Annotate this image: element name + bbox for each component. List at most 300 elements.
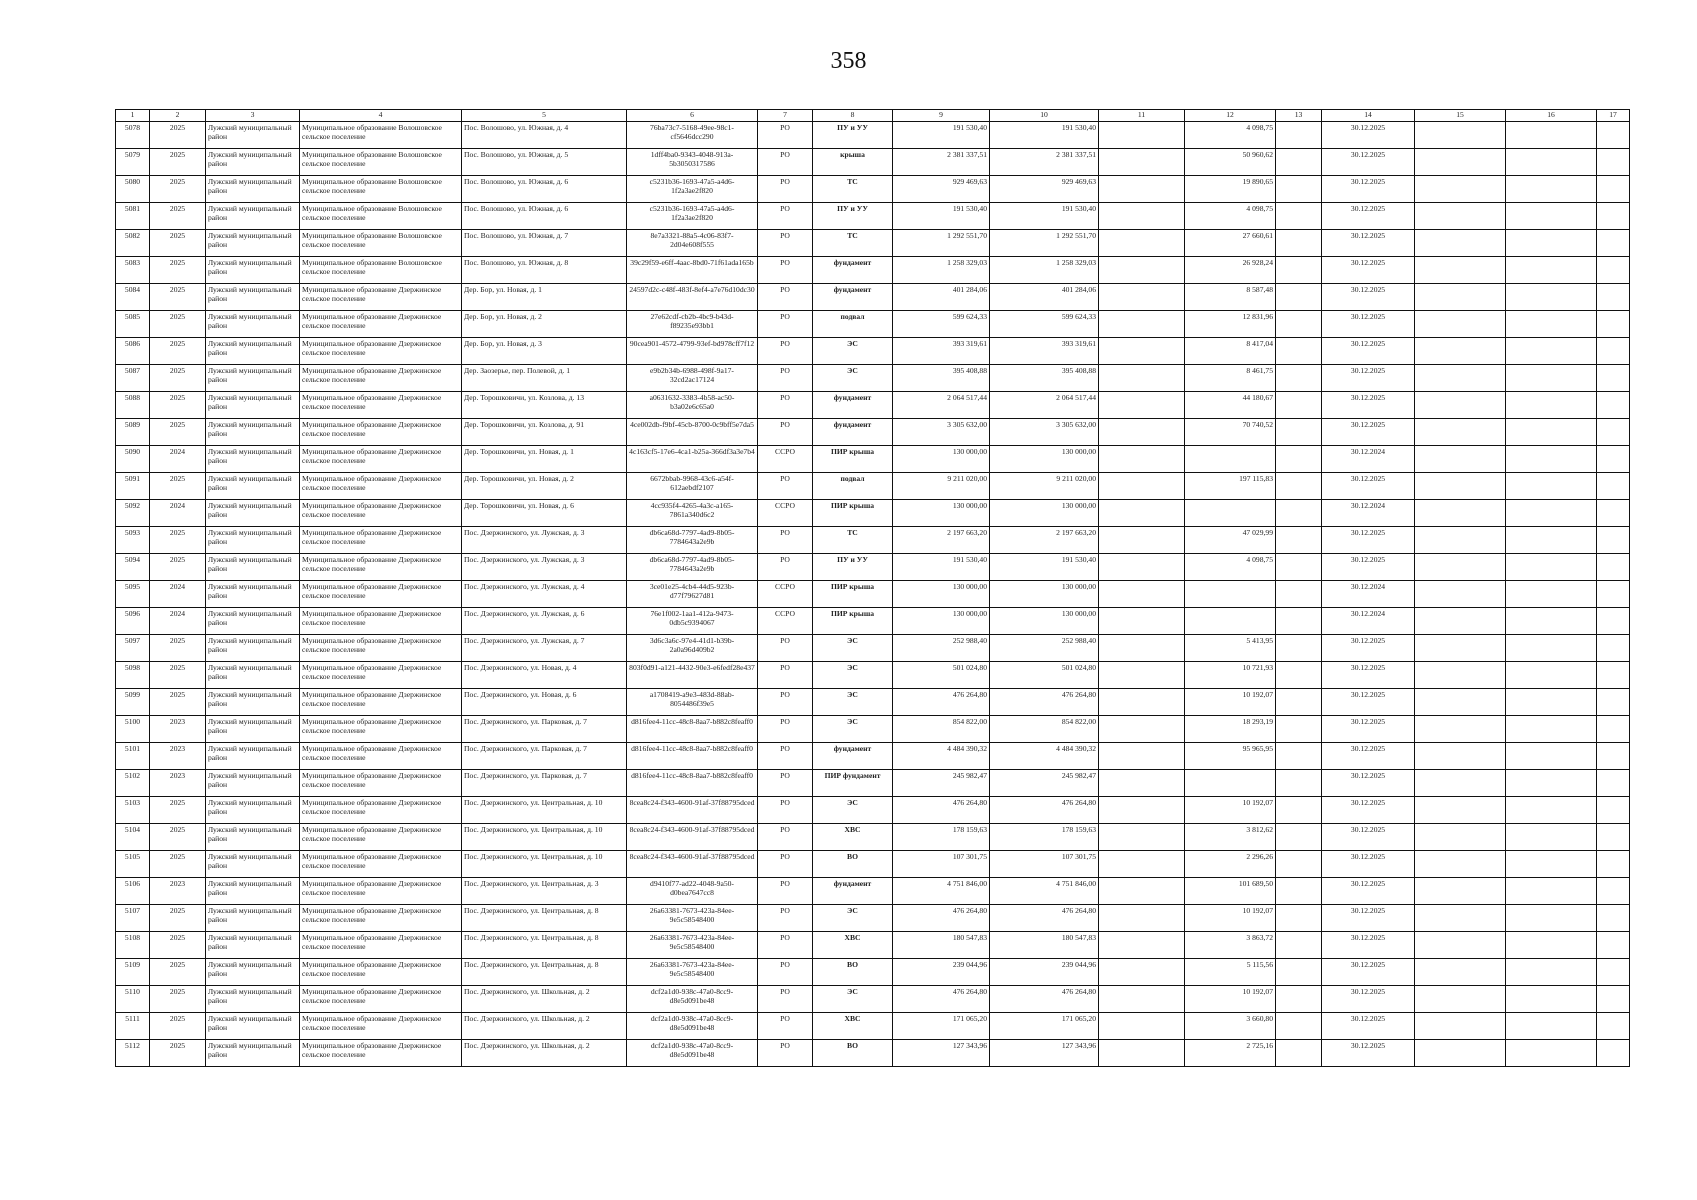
program-cell: РО xyxy=(758,230,813,257)
total-cost-cell: 501 024,80 xyxy=(893,662,990,689)
year-cell: 2025 xyxy=(150,554,206,581)
district-cell: Лужский муниципальный район xyxy=(206,851,300,878)
program-cell: РО xyxy=(758,635,813,662)
total-cost-cell: 599 624,33 xyxy=(893,311,990,338)
district-cell: Лужский муниципальный район xyxy=(206,446,300,473)
municipality-cell: Муниципальное образование Волошовское сельское поселение xyxy=(300,230,462,257)
municipality-cell: Муниципальное образование Дзержинское сельское поселение xyxy=(300,662,462,689)
house-guid-cell: db6ca68d-7797-4ad9-8b05-7784643a2e9b xyxy=(627,527,758,554)
column-12-cell: 5 413,95 xyxy=(1185,635,1276,662)
year-cell: 2024 xyxy=(150,500,206,527)
column-header: 17 xyxy=(1597,110,1630,122)
column-16-cell xyxy=(1506,554,1597,581)
column-13-cell xyxy=(1276,473,1322,500)
address-cell: Дер. Торошковичи, ул. Козлова, д. 91 xyxy=(462,419,627,446)
row-number-cell: 5083 xyxy=(116,257,150,284)
address-cell: Пос. Дзержинского, ул. Лужская, д. 3 xyxy=(462,554,627,581)
municipality-cell: Муниципальное образование Дзержинское сельское поселение xyxy=(300,581,462,608)
total-cost-cell: 171 065,20 xyxy=(893,1013,990,1040)
column-17-cell xyxy=(1597,689,1630,716)
program-cell: РО xyxy=(758,311,813,338)
column-13-cell xyxy=(1276,797,1322,824)
column-17-cell xyxy=(1597,311,1630,338)
column-11-cell xyxy=(1099,635,1185,662)
column-11-cell xyxy=(1099,257,1185,284)
column-15-cell xyxy=(1415,500,1506,527)
municipality-cell: Муниципальное образование Дзержинское сельское поселение xyxy=(300,338,462,365)
column-16-cell xyxy=(1506,986,1597,1013)
column-11-cell xyxy=(1099,122,1185,149)
column-13-cell xyxy=(1276,527,1322,554)
work-type-cell: ВО xyxy=(813,1040,893,1067)
table-row xyxy=(116,905,1630,932)
deadline-cell: 30.12.2024 xyxy=(1322,608,1415,635)
address-cell: Пос. Дзержинского, ул. Школьная, д. 2 xyxy=(462,986,627,1013)
deadline-cell: 30.12.2025 xyxy=(1322,797,1415,824)
table-row xyxy=(116,257,1630,284)
column-17-cell xyxy=(1597,986,1630,1013)
deadline-cell: 30.12.2025 xyxy=(1322,527,1415,554)
table-row xyxy=(116,419,1630,446)
deadline-cell: 30.12.2024 xyxy=(1322,500,1415,527)
column-13-cell xyxy=(1276,446,1322,473)
total-cost-cell: 130 000,00 xyxy=(893,446,990,473)
column-15-cell xyxy=(1415,770,1506,797)
deadline-cell: 30.12.2025 xyxy=(1322,419,1415,446)
column-17-cell xyxy=(1597,770,1630,797)
row-number-cell: 5112 xyxy=(116,1040,150,1067)
total-cost-cell: 2 064 517,44 xyxy=(893,392,990,419)
row-number-cell: 5090 xyxy=(116,446,150,473)
fund-cost-cell: 401 284,06 xyxy=(990,284,1099,311)
total-cost-cell: 1 258 329,03 xyxy=(893,257,990,284)
row-number-cell: 5110 xyxy=(116,986,150,1013)
column-17-cell xyxy=(1597,554,1630,581)
column-16-cell xyxy=(1506,662,1597,689)
district-cell: Лужский муниципальный район xyxy=(206,635,300,662)
fund-cost-cell: 191 530,40 xyxy=(990,122,1099,149)
program-cell: РО xyxy=(758,689,813,716)
column-15-cell xyxy=(1415,797,1506,824)
column-17-cell xyxy=(1597,662,1630,689)
work-type-cell: фундамент xyxy=(813,419,893,446)
row-number-cell: 5091 xyxy=(116,473,150,500)
table-row xyxy=(116,338,1630,365)
table-row xyxy=(116,203,1630,230)
column-12-cell: 12 831,96 xyxy=(1185,311,1276,338)
column-header: 12 xyxy=(1185,110,1276,122)
address-cell: Пос. Дзержинского, ул. Лужская, д. 7 xyxy=(462,635,627,662)
column-17-cell xyxy=(1597,284,1630,311)
column-11-cell xyxy=(1099,473,1185,500)
column-12-cell: 18 293,19 xyxy=(1185,716,1276,743)
address-cell: Дер. Торошковичи, ул. Новая, д. 2 xyxy=(462,473,627,500)
fund-cost-cell: 171 065,20 xyxy=(990,1013,1099,1040)
work-type-cell: ТС xyxy=(813,230,893,257)
district-cell: Лужский муниципальный район xyxy=(206,797,300,824)
total-cost-cell: 239 044,96 xyxy=(893,959,990,986)
deadline-cell: 30.12.2025 xyxy=(1322,473,1415,500)
column-16-cell xyxy=(1506,122,1597,149)
column-11-cell xyxy=(1099,851,1185,878)
fund-cost-cell: 2 064 517,44 xyxy=(990,392,1099,419)
program-cell: РО xyxy=(758,716,813,743)
municipality-cell: Муниципальное образование Дзержинское сельское поселение xyxy=(300,365,462,392)
column-11-cell xyxy=(1099,797,1185,824)
column-13-cell xyxy=(1276,419,1322,446)
table-row xyxy=(116,689,1630,716)
column-11-cell xyxy=(1099,527,1185,554)
column-13-cell xyxy=(1276,203,1322,230)
work-type-cell: ЭС xyxy=(813,338,893,365)
program-cell: ССРО xyxy=(758,581,813,608)
column-16-cell xyxy=(1506,365,1597,392)
municipality-cell: Муниципальное образование Волошовское сельское поселение xyxy=(300,257,462,284)
column-11-cell xyxy=(1099,689,1185,716)
house-guid-cell: dcf2a1d0-938c-47a0-8cc9-d8e5d091be48 xyxy=(627,1013,758,1040)
work-type-cell: ПУ и УУ xyxy=(813,122,893,149)
work-type-cell: ЭС xyxy=(813,689,893,716)
fund-cost-cell: 393 319,61 xyxy=(990,338,1099,365)
table-row xyxy=(116,527,1630,554)
column-13-cell xyxy=(1276,1013,1322,1040)
column-12-cell: 27 660,61 xyxy=(1185,230,1276,257)
fund-cost-cell: 191 530,40 xyxy=(990,554,1099,581)
column-13-cell xyxy=(1276,122,1322,149)
column-17-cell xyxy=(1597,905,1630,932)
deadline-cell: 30.12.2025 xyxy=(1322,257,1415,284)
address-cell: Пос. Дзержинского, ул. Парковая, д. 7 xyxy=(462,770,627,797)
fund-cost-cell: 178 159,63 xyxy=(990,824,1099,851)
district-cell: Лужский муниципальный район xyxy=(206,608,300,635)
house-guid-cell: db6ca68d-7797-4ad9-8b05-7784643a2e9b xyxy=(627,554,758,581)
address-cell: Пос. Дзержинского, ул. Новая, д. 6 xyxy=(462,689,627,716)
row-number-cell: 5109 xyxy=(116,959,150,986)
total-cost-cell: 191 530,40 xyxy=(893,554,990,581)
deadline-cell: 30.12.2025 xyxy=(1322,365,1415,392)
work-type-cell: ХВС xyxy=(813,1013,893,1040)
program-cell: РО xyxy=(758,770,813,797)
registry-table xyxy=(115,109,1630,1067)
fund-cost-cell: 854 822,00 xyxy=(990,716,1099,743)
row-number-cell: 5081 xyxy=(116,203,150,230)
program-cell: РО xyxy=(758,122,813,149)
column-13-cell xyxy=(1276,554,1322,581)
column-13-cell xyxy=(1276,176,1322,203)
fund-cost-cell: 239 044,96 xyxy=(990,959,1099,986)
column-16-cell xyxy=(1506,824,1597,851)
table-row xyxy=(116,446,1630,473)
house-guid-cell: 4ce002db-f9bf-45cb-8700-0c9bff5e7da5 xyxy=(627,419,758,446)
work-type-cell: ЭС xyxy=(813,365,893,392)
column-17-cell xyxy=(1597,959,1630,986)
column-13-cell xyxy=(1276,905,1322,932)
municipality-cell: Муниципальное образование Дзержинское сельское поселение xyxy=(300,1040,462,1067)
table-row xyxy=(116,473,1630,500)
column-16-cell xyxy=(1506,716,1597,743)
column-header: 6 xyxy=(627,110,758,122)
column-15-cell xyxy=(1415,743,1506,770)
total-cost-cell: 401 284,06 xyxy=(893,284,990,311)
row-number-cell: 5089 xyxy=(116,419,150,446)
deadline-cell: 30.12.2025 xyxy=(1322,338,1415,365)
column-15-cell xyxy=(1415,1040,1506,1067)
district-cell: Лужский муниципальный район xyxy=(206,230,300,257)
total-cost-cell: 3 305 632,00 xyxy=(893,419,990,446)
column-15-cell xyxy=(1415,905,1506,932)
district-cell: Лужский муниципальный район xyxy=(206,149,300,176)
district-cell: Лужский муниципальный район xyxy=(206,770,300,797)
municipality-cell: Муниципальное образование Дзержинское сельское поселение xyxy=(300,527,462,554)
municipality-cell: Муниципальное образование Дзержинское сельское поселение xyxy=(300,473,462,500)
municipality-cell: Муниципальное образование Дзержинское сельское поселение xyxy=(300,878,462,905)
column-11-cell xyxy=(1099,716,1185,743)
column-15-cell xyxy=(1415,635,1506,662)
column-11-cell xyxy=(1099,311,1185,338)
table-row xyxy=(116,392,1630,419)
total-cost-cell: 252 988,40 xyxy=(893,635,990,662)
column-12-cell: 10 192,07 xyxy=(1185,905,1276,932)
deadline-cell: 30.12.2025 xyxy=(1322,392,1415,419)
address-cell: Пос. Дзержинского, ул. Центральная, д. 10 xyxy=(462,797,627,824)
deadline-cell: 30.12.2024 xyxy=(1322,581,1415,608)
district-cell: Лужский муниципальный район xyxy=(206,689,300,716)
municipality-cell: Муниципальное образование Дзержинское сельское поселение xyxy=(300,1013,462,1040)
column-number-row xyxy=(116,110,1630,122)
registry-rows xyxy=(116,122,1630,1067)
year-cell: 2025 xyxy=(150,392,206,419)
year-cell: 2023 xyxy=(150,878,206,905)
row-number-cell: 5094 xyxy=(116,554,150,581)
district-cell: Лужский муниципальный район xyxy=(206,473,300,500)
row-number-cell: 5078 xyxy=(116,122,150,149)
total-cost-cell: 178 159,63 xyxy=(893,824,990,851)
column-15-cell xyxy=(1415,554,1506,581)
house-guid-cell: e9b2b34b-6988-498f-9a17-32cd2ac17124 xyxy=(627,365,758,392)
row-number-cell: 5105 xyxy=(116,851,150,878)
total-cost-cell: 191 530,40 xyxy=(893,122,990,149)
work-type-cell: фундамент xyxy=(813,878,893,905)
total-cost-cell: 393 319,61 xyxy=(893,338,990,365)
address-cell: Пос. Дзержинского, ул. Центральная, д. 8 xyxy=(462,905,627,932)
house-guid-cell: 803f0d91-a121-4432-90e3-e6fedf28e437 xyxy=(627,662,758,689)
work-type-cell: ХВС xyxy=(813,932,893,959)
house-guid-cell: 3ce01e25-4cb4-44d5-923b-d77f79627d81 xyxy=(627,581,758,608)
year-cell: 2025 xyxy=(150,527,206,554)
program-cell: РО xyxy=(758,338,813,365)
column-13-cell xyxy=(1276,1040,1322,1067)
work-type-cell: ЭС xyxy=(813,716,893,743)
column-15-cell xyxy=(1415,230,1506,257)
column-16-cell xyxy=(1506,905,1597,932)
table-row xyxy=(116,959,1630,986)
year-cell: 2024 xyxy=(150,581,206,608)
column-11-cell xyxy=(1099,959,1185,986)
district-cell: Лужский муниципальный район xyxy=(206,122,300,149)
column-17-cell xyxy=(1597,743,1630,770)
column-15-cell xyxy=(1415,203,1506,230)
row-number-cell: 5097 xyxy=(116,635,150,662)
column-13-cell xyxy=(1276,770,1322,797)
address-cell: Пос. Дзержинского, ул. Школьная, д. 2 xyxy=(462,1040,627,1067)
address-cell: Пос. Дзержинского, ул. Парковая, д. 7 xyxy=(462,743,627,770)
column-17-cell xyxy=(1597,419,1630,446)
municipality-cell: Муниципальное образование Дзержинское сельское поселение xyxy=(300,554,462,581)
municipality-cell: Муниципальное образование Дзержинское сельское поселение xyxy=(300,986,462,1013)
table-row xyxy=(116,635,1630,662)
total-cost-cell: 854 822,00 xyxy=(893,716,990,743)
program-cell: РО xyxy=(758,905,813,932)
column-13-cell xyxy=(1276,230,1322,257)
column-12-cell: 10 192,07 xyxy=(1185,689,1276,716)
column-16-cell xyxy=(1506,959,1597,986)
column-15-cell xyxy=(1415,689,1506,716)
address-cell: Пос. Волошово, ул. Южная, д. 6 xyxy=(462,203,627,230)
column-16-cell xyxy=(1506,743,1597,770)
column-16-cell xyxy=(1506,446,1597,473)
work-type-cell: ЭС xyxy=(813,905,893,932)
deadline-cell: 30.12.2025 xyxy=(1322,554,1415,581)
column-16-cell xyxy=(1506,932,1597,959)
fund-cost-cell: 4 751 846,00 xyxy=(990,878,1099,905)
house-guid-cell: 90cea901-4572-4799-93ef-bd978cff7f12 xyxy=(627,338,758,365)
deadline-cell: 30.12.2025 xyxy=(1322,959,1415,986)
column-11-cell xyxy=(1099,608,1185,635)
table-row xyxy=(116,365,1630,392)
column-header: 4 xyxy=(300,110,462,122)
column-11-cell xyxy=(1099,419,1185,446)
table-row xyxy=(116,149,1630,176)
year-cell: 2025 xyxy=(150,338,206,365)
column-13-cell xyxy=(1276,608,1322,635)
table-row xyxy=(116,932,1630,959)
house-guid-cell: dcf2a1d0-938c-47a0-8cc9-d8e5d091be48 xyxy=(627,1040,758,1067)
table-row xyxy=(116,122,1630,149)
address-cell: Пос. Дзержинского, ул. Центральная, д. 8 xyxy=(462,959,627,986)
house-guid-cell: 8e7a3321-88a5-4c06-83f7-2d04e608f555 xyxy=(627,230,758,257)
total-cost-cell: 929 469,63 xyxy=(893,176,990,203)
column-13-cell xyxy=(1276,500,1322,527)
table-row xyxy=(116,311,1630,338)
fund-cost-cell: 130 000,00 xyxy=(990,500,1099,527)
row-number-cell: 5087 xyxy=(116,365,150,392)
column-12-cell: 47 029,99 xyxy=(1185,527,1276,554)
address-cell: Дер. Бор, ул. Новая, д. 3 xyxy=(462,338,627,365)
table-row xyxy=(116,230,1630,257)
work-type-cell: ПУ и УУ xyxy=(813,203,893,230)
program-cell: РО xyxy=(758,527,813,554)
column-13-cell xyxy=(1276,959,1322,986)
program-cell: РО xyxy=(758,1013,813,1040)
column-17-cell xyxy=(1597,824,1630,851)
fund-cost-cell: 191 530,40 xyxy=(990,203,1099,230)
fund-cost-cell: 3 305 632,00 xyxy=(990,419,1099,446)
work-type-cell: ПУ и УУ xyxy=(813,554,893,581)
column-12-cell xyxy=(1185,770,1276,797)
column-17-cell xyxy=(1597,365,1630,392)
house-guid-cell: d816fee4-11cc-48c8-8aa7-b882c8feaff0 xyxy=(627,743,758,770)
year-cell: 2025 xyxy=(150,257,206,284)
column-12-cell: 3 812,62 xyxy=(1185,824,1276,851)
address-cell: Пос. Волошово, ул. Южная, д. 7 xyxy=(462,230,627,257)
deadline-cell: 30.12.2025 xyxy=(1322,689,1415,716)
total-cost-cell: 9 211 020,00 xyxy=(893,473,990,500)
column-15-cell xyxy=(1415,176,1506,203)
work-type-cell: ПИР крыша xyxy=(813,446,893,473)
program-cell: РО xyxy=(758,473,813,500)
column-13-cell xyxy=(1276,851,1322,878)
column-12-cell: 101 689,50 xyxy=(1185,878,1276,905)
house-guid-cell: 1dff4ba0-9343-4048-913a-5b3050317586 xyxy=(627,149,758,176)
column-17-cell xyxy=(1597,1040,1630,1067)
house-guid-cell: a0631632-3383-4b58-ac50-b3a02e6c65a0 xyxy=(627,392,758,419)
program-cell: РО xyxy=(758,662,813,689)
deadline-cell: 30.12.2025 xyxy=(1322,284,1415,311)
year-cell: 2025 xyxy=(150,689,206,716)
column-header: 15 xyxy=(1415,110,1506,122)
work-type-cell: ПИР фундамент xyxy=(813,770,893,797)
row-number-cell: 5088 xyxy=(116,392,150,419)
column-header: 10 xyxy=(990,110,1099,122)
table-row xyxy=(116,743,1630,770)
program-cell: ССРО xyxy=(758,608,813,635)
municipality-cell: Муниципальное образование Дзержинское сельское поселение xyxy=(300,932,462,959)
column-16-cell xyxy=(1506,176,1597,203)
column-12-cell: 10 192,07 xyxy=(1185,986,1276,1013)
fund-cost-cell: 1 258 329,03 xyxy=(990,257,1099,284)
table-row xyxy=(116,797,1630,824)
column-16-cell xyxy=(1506,311,1597,338)
column-17-cell xyxy=(1597,797,1630,824)
column-15-cell xyxy=(1415,608,1506,635)
column-12-cell xyxy=(1185,608,1276,635)
column-11-cell xyxy=(1099,500,1185,527)
column-13-cell xyxy=(1276,338,1322,365)
column-16-cell xyxy=(1506,203,1597,230)
column-11-cell xyxy=(1099,203,1185,230)
table-row xyxy=(116,1040,1630,1067)
address-cell: Пос. Волошово, ул. Южная, д. 5 xyxy=(462,149,627,176)
municipality-cell: Муниципальное образование Дзержинское сельское поселение xyxy=(300,905,462,932)
work-type-cell: фундамент xyxy=(813,392,893,419)
program-cell: ССРО xyxy=(758,446,813,473)
column-11-cell xyxy=(1099,581,1185,608)
address-cell: Пос. Дзержинского, ул. Центральная, д. 10 xyxy=(462,851,627,878)
table-row xyxy=(116,608,1630,635)
municipality-cell: Муниципальное образование Дзержинское сельское поселение xyxy=(300,851,462,878)
year-cell: 2025 xyxy=(150,1013,206,1040)
column-header: 16 xyxy=(1506,110,1597,122)
row-number-cell: 5107 xyxy=(116,905,150,932)
column-16-cell xyxy=(1506,230,1597,257)
row-number-cell: 5096 xyxy=(116,608,150,635)
table-row xyxy=(116,770,1630,797)
fund-cost-cell: 476 264,80 xyxy=(990,986,1099,1013)
program-cell: РО xyxy=(758,392,813,419)
year-cell: 2024 xyxy=(150,608,206,635)
total-cost-cell: 245 982,47 xyxy=(893,770,990,797)
district-cell: Лужский муниципальный район xyxy=(206,176,300,203)
deadline-cell: 30.12.2025 xyxy=(1322,824,1415,851)
column-15-cell xyxy=(1415,1013,1506,1040)
work-type-cell: крыша xyxy=(813,149,893,176)
column-13-cell xyxy=(1276,149,1322,176)
municipality-cell: Муниципальное образование Волошовское сельское поселение xyxy=(300,176,462,203)
address-cell: Пос. Дзержинского, ул. Центральная, д. 3 xyxy=(462,878,627,905)
fund-cost-cell: 599 624,33 xyxy=(990,311,1099,338)
district-cell: Лужский муниципальный район xyxy=(206,824,300,851)
fund-cost-cell: 395 408,88 xyxy=(990,365,1099,392)
